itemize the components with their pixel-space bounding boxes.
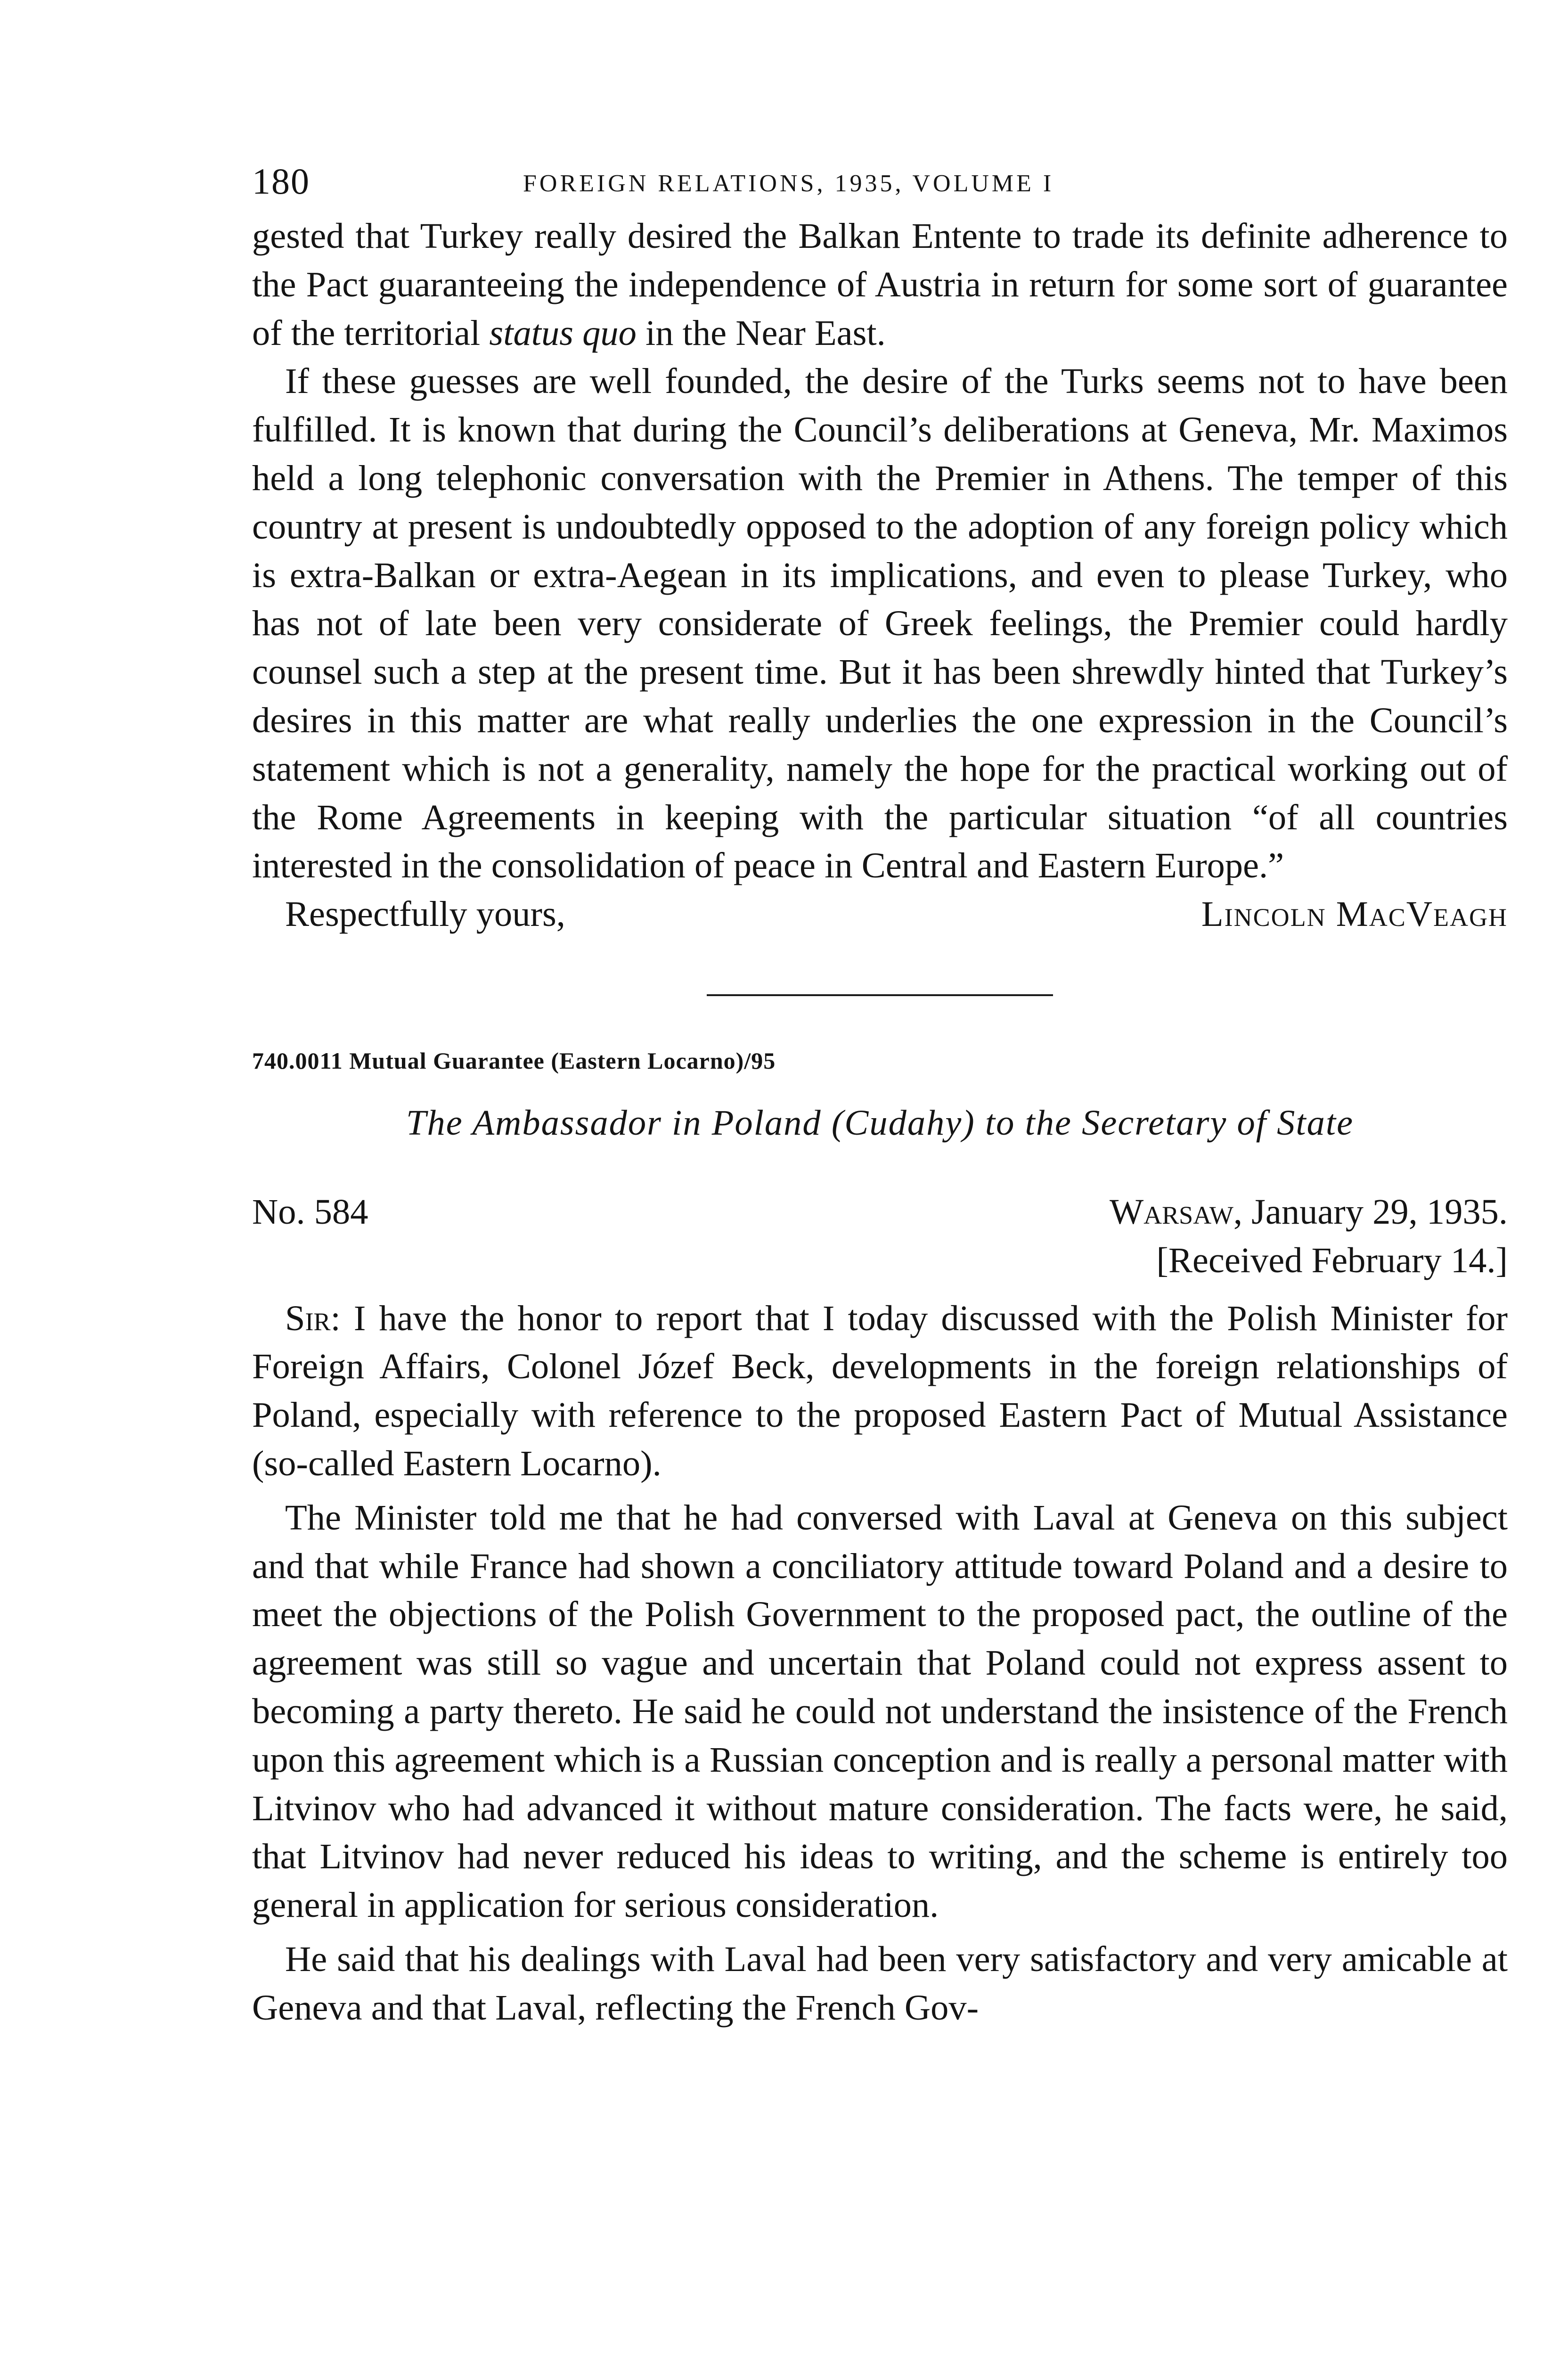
- place: Warsaw: [1109, 1191, 1233, 1232]
- salutation: Sir: [285, 1298, 331, 1338]
- body-paragraph: [252, 212, 1508, 357]
- page-number: 180: [252, 161, 310, 202]
- received-date: [Received February 14.]: [1156, 1240, 1508, 1280]
- body-paragraph: [252, 1494, 1508, 1930]
- section-divider: [707, 994, 1053, 996]
- closing-block: [252, 890, 1508, 939]
- signature: Lincoln MacVeagh: [1201, 894, 1508, 934]
- document-page: [252, 160, 1508, 2032]
- text-run: in the Near East.: [636, 312, 886, 353]
- document-number: No. 584: [252, 1191, 368, 1232]
- body-paragraph: [252, 1294, 1508, 1488]
- running-head-title: FOREIGN RELATIONS, 1935, VOLUME I: [523, 170, 1054, 197]
- italic-text-run: status quo: [489, 312, 637, 353]
- text-run: He said that his dealings with Laval had been very satisfactory and very amicable at Geneva and that Laval, reflecting the French Gov-: [252, 1939, 1508, 2028]
- file-reference: 740.0011 Mutual Guarantee (Eastern Locarno)/95: [252, 1047, 776, 1074]
- document-title: [252, 1099, 1508, 1147]
- body-paragraph: [252, 357, 1508, 890]
- text-run: gested that Turkey really desired the Balkan Entente to trade its definite adherence to the Pact guaranteeing the independence of Austria in return for some sort of guarantee of the territorial: [252, 216, 1508, 353]
- text-run: The Minister told me that he had conversed with Laval at Geneva on this subject and that while France had shown a conciliatory attitude toward Poland and a desire to meet the objections of the Polish Government to the proposed pact, the outline of the agreement was still so vague and uncertain that Poland could not express assent to becoming a party thereto. He said he could not understand the insistence of the French upon this agreement which is a Russian conception and is really a personal matter with Litvinov who had advanced it without mature consideration. The facts were, he said, that Litvinov had never reduced his ideas to writing, and the scheme is entirely too general in application for serious consideration.: [252, 1497, 1508, 1925]
- document-meta: [252, 1188, 1508, 1236]
- title-suffix: to the Secretary of State: [975, 1102, 1354, 1143]
- place-and-date: [1110, 1188, 1508, 1236]
- text-run: If these guesses are well founded, the desire of the Turks seems not to have been fulfilled. It is known that during the Council’s deliberations at Geneva, Mr. Maximos held a long telephonic conversation with the Premier in Athens. The temper of this country at present is undoubtedly opposed to the adoption of any foreign policy which is extra-Balkan or extra-Aegean in its implications, and even to please Turkey, who has not of late been very considerate of Greek feelings, the Premier could hardly counsel such a step at the present time. But it has been shrewdly hinted that Turkey’s desires in this matter are what really underlies the one expression in the Council’s statement which is not a generality, namely the hope for the practical working out of the Rome Agreements in keeping with the particular situation “of all countries interested in the consolidation of peace in Central and Eastern Europe.”: [252, 361, 1508, 886]
- title-prefix: The Ambassador in Poland: [406, 1102, 832, 1143]
- complimentary-close: Respectfully yours,: [285, 894, 565, 934]
- running-head: [252, 160, 1508, 212]
- text-run: : I have the honor to report that I today discussed with the Polish Minister for Foreign Affairs, Colonel Józef Beck, developments in the foreign relationships of Poland, especially with reference to the proposed Eastern Pact of Mutual Assistance (so-called Eastern Locarno).: [252, 1298, 1508, 1483]
- date: , January 29, 1935.: [1233, 1191, 1508, 1232]
- title-name: (Cudahy): [831, 1102, 975, 1143]
- body-paragraph: [252, 1935, 1508, 2032]
